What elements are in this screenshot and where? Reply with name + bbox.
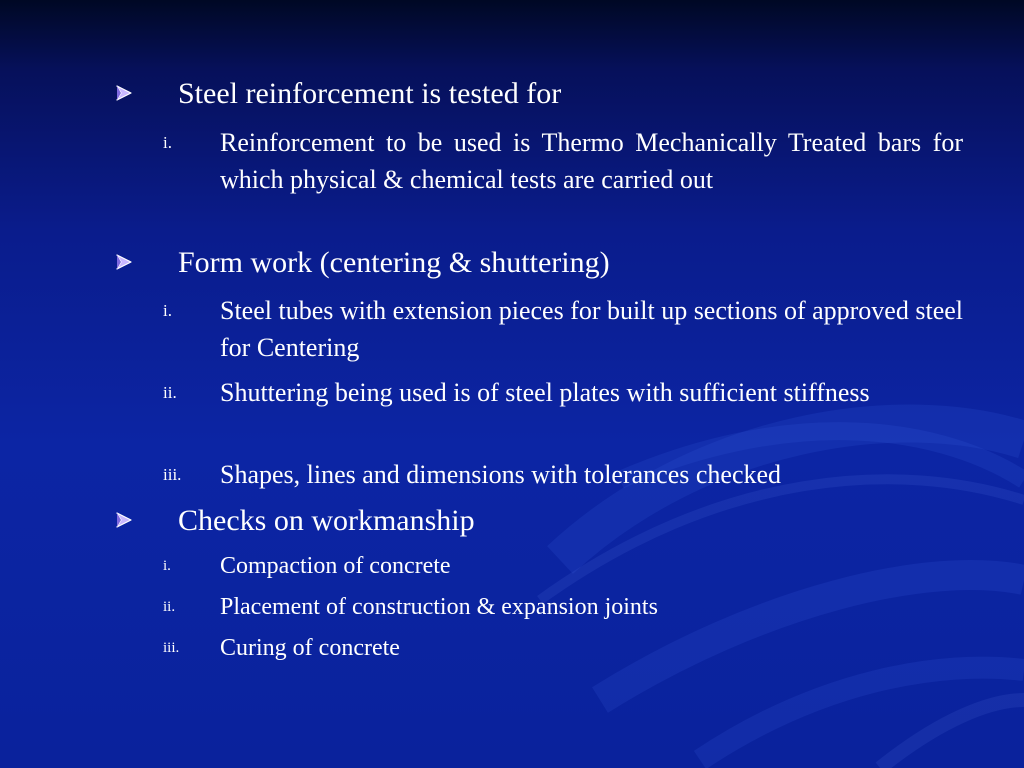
arrowhead-bullet-icon — [116, 254, 132, 270]
list-item-curing: iii. Curing of concrete — [163, 635, 400, 661]
list-marker: iii. — [163, 465, 182, 484]
list-marker: i. — [163, 133, 172, 152]
section-heading-workmanship: Checks on workmanship — [178, 504, 968, 538]
arrowhead-bullet-icon — [116, 512, 132, 528]
section-heading-form-work: Form work (centering & shuttering) — [178, 246, 968, 280]
list-marker: ii. — [163, 599, 176, 615]
list-item-shapes-lines: iii. Shapes, lines and dimensions with tolerances checked — [220, 456, 963, 493]
arrowhead-bullet-icon — [116, 85, 132, 101]
list-item-steel-tubes: i. Steel tubes with extension pieces for built up sections of approved steel for Centering — [220, 292, 963, 366]
list-marker: i. — [163, 558, 171, 574]
list-marker: i. — [163, 301, 172, 320]
list-item-placement-joints: ii. Placement of construction & expansion joints — [163, 594, 658, 620]
section-heading-reinforcement: Steel reinforcement is tested for — [178, 77, 968, 111]
list-marker: iii. — [163, 640, 180, 656]
list-item-reinforcement-tmt: i. Reinforcement to be used is Thermo Mechanically Treated bars for which physical & chemical tests are carried out — [220, 124, 963, 198]
list-item-compaction: i. Compaction of concrete — [163, 553, 451, 579]
list-item-shuttering: ii. Shuttering being used is of steel plates with sufficient stiffness — [220, 374, 963, 411]
list-marker: ii. — [163, 383, 177, 402]
